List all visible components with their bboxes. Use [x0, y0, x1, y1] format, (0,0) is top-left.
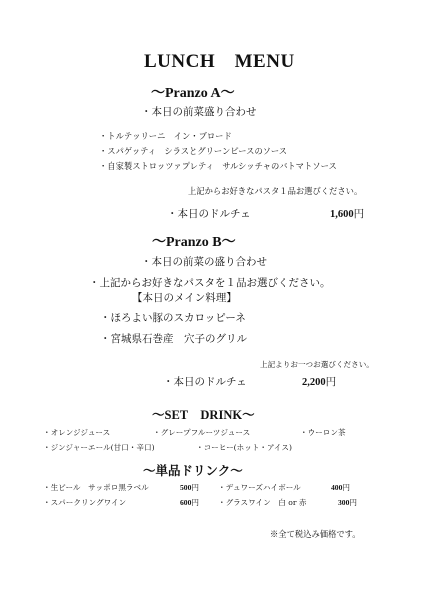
pranzo-b-choose-note: 上記よりお一つお選びください。	[260, 360, 374, 369]
single-drink-item: ・デュワーズハイボール	[218, 483, 301, 492]
single-drink-item: ・生ビール サッポロ黒ラベル	[43, 483, 149, 492]
pranzo-b-heading: ～Pranzo B～	[152, 235, 236, 250]
price-value: 400	[331, 483, 343, 492]
set-drink-item: ・ウーロン茶	[300, 428, 346, 437]
pranzo-b-main-1: ・ほろよい豚のスカロッピーネ	[100, 312, 246, 324]
pranzo-b-antipasto: ・本日の前菜の盛り合わせ	[141, 256, 267, 268]
pranzo-b-price	[302, 377, 336, 389]
yen-unit: 円	[342, 483, 350, 492]
pranzo-b-dolce: ・本日のドルチェ	[163, 376, 247, 388]
pranzo-b-main-header: 【本日のメイン料理】	[132, 292, 237, 304]
pranzo-a-pasta-2: ・スパゲッティ シラスとグリーンピースのソース	[99, 146, 288, 156]
pranzo-b-pasta-choice: ・上記からお好きなパスタを１品お選びください。	[89, 277, 331, 289]
pranzo-a-price	[330, 209, 364, 221]
set-drink-item: ・コーヒー(ホット・アイス)	[196, 443, 292, 452]
pranzo-a-heading: ～Pranzo A～	[151, 86, 235, 101]
single-drink-price	[338, 499, 357, 507]
set-drink-item: ・オレンジジュース	[43, 428, 111, 437]
yen-unit: 円	[191, 498, 199, 507]
single-drink-price	[180, 484, 199, 492]
single-drink-item: ・スパークリングワイン	[43, 498, 127, 507]
price-value: 300	[338, 498, 350, 507]
pranzo-a-choose-note: 上記からお好きなパスタ１品お選びください。	[188, 186, 363, 196]
single-drink-price	[180, 499, 199, 507]
yen-unit: 円	[191, 483, 199, 492]
tax-note: ※全て税込み価格です。	[270, 529, 361, 539]
pranzo-a-antipasto: ・本日の前菜盛り合わせ	[141, 106, 257, 118]
pranzo-b-main-2: ・宮城県石巻産 穴子のグリル	[100, 333, 247, 345]
menu-title: LUNCH MENU	[144, 51, 295, 72]
single-drink-item: ・グラスワイン 白 or 赤	[218, 498, 307, 507]
single-drink-heading: ～単品ドリンク～	[143, 463, 243, 478]
set-drink-item: ・ジンジャーエール(甘口・辛口)	[43, 443, 155, 452]
pranzo-a-dolce: ・本日のドルチェ	[167, 208, 251, 220]
set-drink-heading: ～SET DRINK～	[152, 408, 255, 422]
pranzo-b-price-value: 2,200	[302, 377, 326, 388]
pranzo-a-price-value: 1,600	[330, 209, 354, 220]
single-drink-price	[331, 484, 350, 492]
pranzo-a-pasta-1: ・トルテッリーニ イン・ブロード	[99, 131, 232, 141]
price-value: 600	[180, 498, 192, 507]
yen-unit: 円	[349, 498, 357, 507]
pranzo-a-pasta-3: ・自家製ストロッツァプレティ サルシッチャのバトマトソース	[99, 161, 337, 171]
yen-unit: 円	[353, 208, 365, 220]
set-drink-item: ・グレープフルーツジュース	[153, 428, 251, 437]
yen-unit: 円	[325, 376, 337, 388]
price-value: 500	[180, 483, 192, 492]
